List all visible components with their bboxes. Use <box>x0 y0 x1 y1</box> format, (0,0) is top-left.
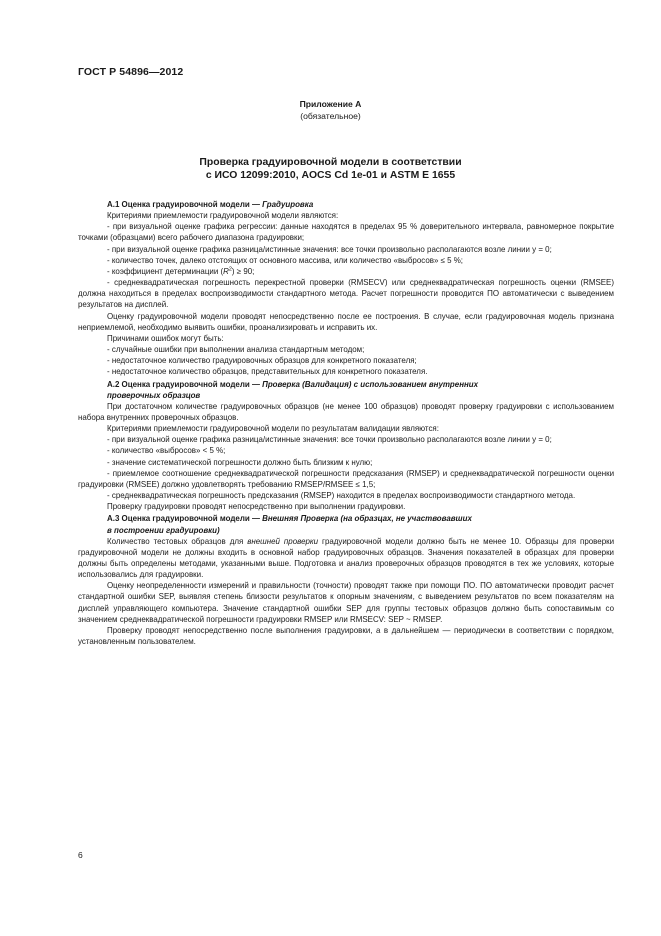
paragraph: Причинами ошибок могут быть: <box>107 333 224 343</box>
paragraph: Критериями приемлемости градуировочной модели являются: <box>107 211 339 221</box>
section-a1-heading: А.1 Оценка градуировочной модели — Градуировка <box>107 200 314 209</box>
title-line-1: Проверка градуировочной модели в соответствии <box>199 157 462 168</box>
annex-status: (обязательное) <box>300 111 361 121</box>
paragraph: - недостаточное количество образцов, представительных для конкретного показателя. <box>107 367 428 377</box>
annex-title <box>0 156 661 182</box>
paragraph: Оценку градуировочной модели проводят непосредственно после ее построения. В случае, если градуировочная модель признана неприемлемой, необходимо выявить ошибки, проанализировать и исправить их. <box>78 311 614 332</box>
section-a3-heading: А.3 Оценка градуировочной модели — Внешняя Проверка (на образцах, не участвовавших в построении градуировки) <box>107 514 472 535</box>
paragraph: - среднеквадратическая погрешность предсказания (RMSEP) находится в пределах воспроизводимости стандартного метода. <box>107 491 576 501</box>
annex-label: Приложение А <box>299 99 362 109</box>
paragraph: - количество «выбросов» < 5 %; <box>107 446 226 456</box>
paragraph: - значение систематической погрешности должно быть близким к нулю; <box>107 457 373 467</box>
paragraph: - коэффициент детерминации $(R^2) \ge 90$; <box>107 266 255 276</box>
paragraph: - при визуальной оценке графика регрессии: данные находятся в пределах 95 % доверительного интервала, равномерное покрытие точками (образцами) всего рабочего диапазона градуировки; <box>78 222 614 243</box>
paragraph: Проверку градуировки проводят непосредственно при выполнении градуировки. <box>107 502 406 512</box>
paragraph: - приемлемое соотношение среднеквадратической погрешности предсказания (RMSEP) и среднеквадратической погрешности оценки градуировки (RMSEE) должно удовлетворять требованию RMSEP/RMSEE ≤ 1,5; <box>78 468 614 489</box>
paragraph: - недостаточное количество градуировочных образцов для конкретного показателя; <box>107 356 417 366</box>
standard-number: ГОСТ Р 54896—2012 <box>78 66 184 78</box>
page-number: 6 <box>78 850 83 860</box>
paragraph: Проверку проводят непосредственно после выполнения градуировки, а в дальнейшем — периодически в соответствии с порядком, установленным пользователем. <box>78 625 614 647</box>
paragraph: - случайные ошибки при выполнении анализа стандартным методом; <box>107 345 365 355</box>
paragraph: Критериями приемлемости градуировочной модели по результатам валидации являются: <box>107 424 439 434</box>
section-a2-heading: А.2 Оценка градуировочной модели — Проверка (Валидация) с использованием внутренних проверочных образцов <box>107 379 479 400</box>
paragraph: При достаточном количестве градуировочных образцов (не менее 100 образцов) проводят проверку градуировки с использованием набора внутренних проверочных образцов. <box>78 401 614 422</box>
paragraph: Количество тестовых образцов для внешней проверки градуировочной модели должно быть не менее 10. Образцы для проверки градуировочной модели не должны входить в основной набор градуировочных образцов. Значения показателей в образцах для проверки должны быть определены методами, указанными выше. Подготовка и анализ проверочных образцов проводятся в тех же условиях, которые использовались для градуировки. <box>78 536 615 580</box>
document-body <box>78 198 614 647</box>
paragraph: Оценку неопределенности измерений и правильности (точности) проводят также при помощи ПО. ПО автоматически проводит расчет стандартной ошибки SEP, выявляя степень близости результатов к опорным значениям, с выведением результатов по всем показателям на дисплей управляющего компьютера. Значение стандартной ошибки SEP для группы тестовых образцов должно быть сопоставимым со значением среднеквадратической погрешности градуировки RMSEP или RMSECV: SEP ~ RMSEP. <box>78 581 614 624</box>
paragraph: - количество точек, далеко отстоящих от основного массива, или количество «выбросов» ≤ 5 %; <box>107 255 464 265</box>
annex-heading <box>0 98 661 122</box>
paragraph: - среднеквадратическая погрешность перекрестной проверки (RMSECV) или среднеквадратическая погрешность оценки (RMSEE) должна находиться в пределах воспроизводимости стандартного метода. Расчет погрешности проводится ПО автоматически с выведением результатов на дисплей. <box>78 278 614 310</box>
title-line-2: с ИСО 12099:2010, AOCS Cd 1e-01 и ASTM E 1655 <box>205 170 456 181</box>
paragraph: - при визуальной оценке графика разница/истинные значения: все точки произвольно располагаются возле линии y = 0; <box>107 435 552 445</box>
paragraph: - при визуальной оценке графика разница/истинные значения: все точки произвольно располагаются возле линии y = 0; <box>107 244 552 254</box>
